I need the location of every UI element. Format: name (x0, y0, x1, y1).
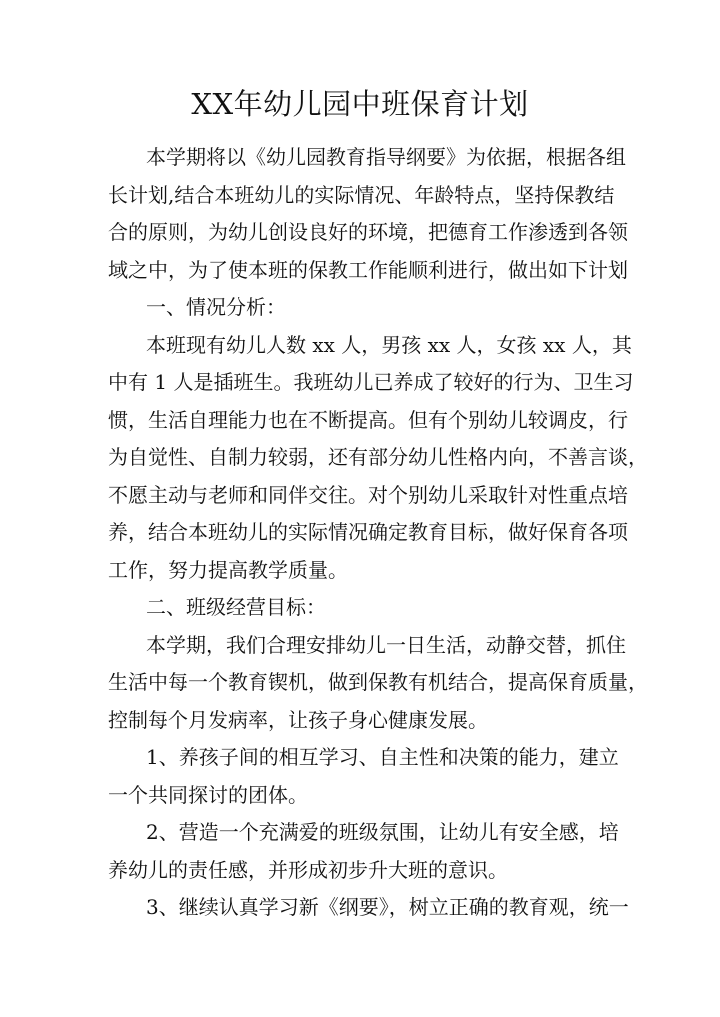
document-body (108, 139, 648, 927)
text-line: 生活中每一个教育锲机，做到保教有机结合，提高保育质量， (108, 670, 648, 694)
text-line: 3、继续认真学习新《纲要》，树立正确的教育观，统一 (146, 895, 629, 919)
text-line: 控制每个月发病率，让孩子身心健康发展。 (108, 707, 488, 732)
text-line: 工作，努力提高教学质量。 (108, 557, 348, 582)
text-line: 养，结合本班幼儿的实际情况确定教育目标，做好保育各项 (108, 520, 628, 544)
text-line: 1、养孩子间的相互学习、自主性和决策的能力，建立 (146, 745, 619, 769)
text-line: 中有 1 人是插班生。我班幼儿已养成了较好的行为、卫生习 (108, 370, 634, 394)
text-line: 惯，生活自理能力也在不断提高。但有个别幼儿较调皮，行 (108, 407, 628, 432)
text-line: 为自觉性、自制力较弱，还有部分幼儿性格内向，不善言谈， (108, 445, 648, 469)
text-line: 一个共同探讨的团体。 (108, 782, 308, 807)
document-title: XX年幼儿园中班保育计划 (191, 87, 529, 121)
section-heading: 一、情况分析： (146, 295, 286, 319)
text-line: 本班现有幼儿人数 xx 人，男孩 xx 人，女孩 xx 人，其 (146, 332, 632, 357)
text-line: 合的原则，为幼儿创设良好的环境，把德育工作渗透到各领 (108, 220, 628, 244)
text-line: 本学期将以《幼儿园教育指导纲要》为依据，根据各组 (146, 145, 626, 169)
text-line: 不愿主动与老师和同伴交往。对个别幼儿采取针对性重点培 (108, 482, 628, 507)
text-line: 长计划,结合本班幼儿的实际情况、年龄特点，坚持保教结 (108, 182, 615, 207)
text-line: 本学期，我们合理安排幼儿一日生活，动静交替，抓住 (146, 632, 626, 657)
section-heading: 二、班级经营目标： (146, 595, 326, 619)
text-line: 2、营造一个充满爱的班级氛围，让幼儿有安全感，培 (146, 820, 619, 844)
text-line: 域之中，为了使本班的保教工作能顺利进行，做出如下计划 (108, 257, 628, 282)
text-line: 养幼儿的责任感，并形成初步升大班的意识。 (108, 857, 508, 882)
